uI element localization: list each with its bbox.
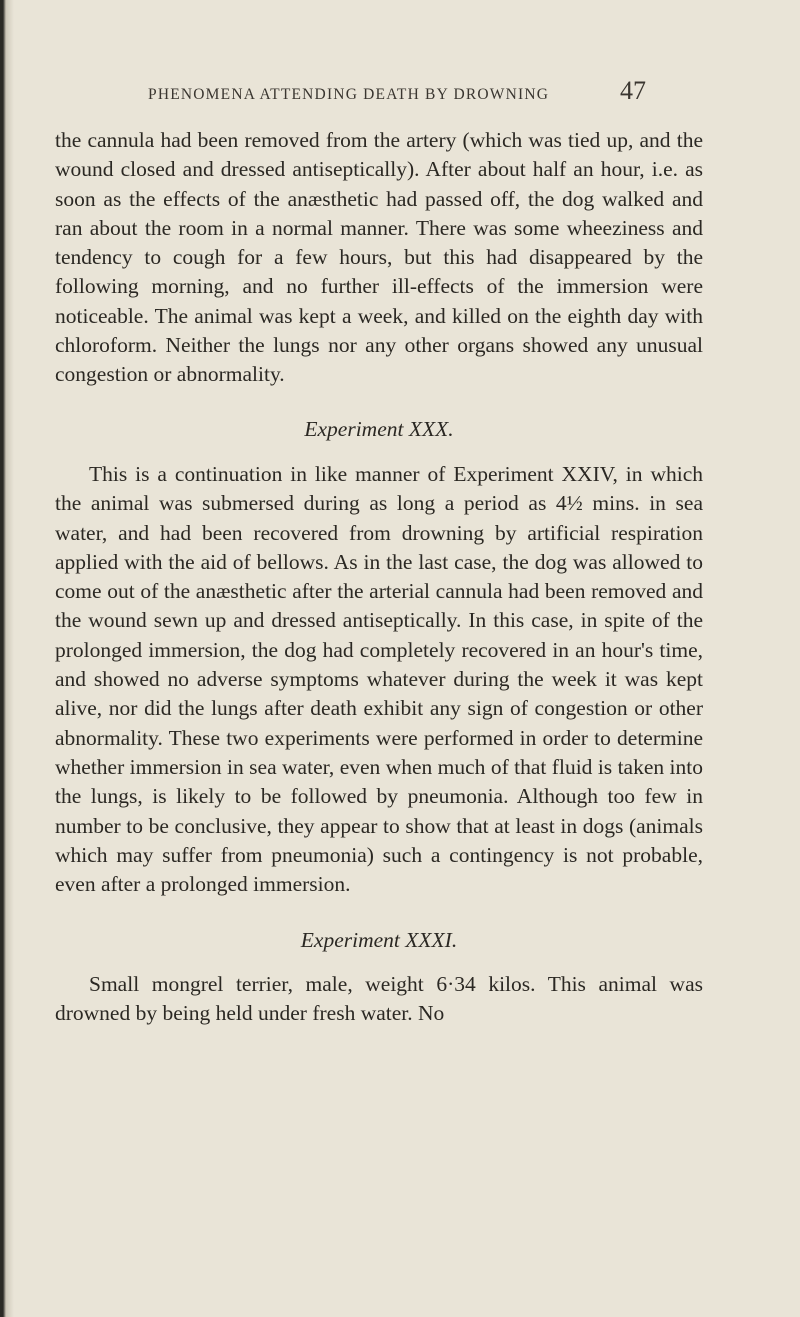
body-text — [55, 126, 703, 1028]
experiment-heading-xxx: Experiment XXX. — [304, 416, 454, 441]
paragraph-experiment-xxxi: Small mongrel terrier, male, weight 6·34 kilos. This animal was drowned by being held under fresh water. No — [55, 971, 703, 1026]
experiment-heading-xxxi: Experiment XXXI. — [300, 928, 458, 953]
paragraph-continuation: the cannula had been removed from the artery (which was tied up, and the wound closed and dressed antiseptically). After about half an hour, i.e. as soon as the effects of the anæsthetic had passed off, the dog walked and ran about the room in a normal manner. There was some wheeziness and tendency to cough for a few hours, but this had disappeared by the following morning, and no further ill-effects of the immersion were noticeable. The animal was kept a week, and killed on the eighth day with chloroform. Neither the lungs nor any other organs showed any unusual congestion or abnormality. — [55, 128, 703, 387]
running-head: PHENOMENA ATTENDING DEATH BY DROWNING — [148, 86, 550, 103]
paragraph-experiment-xxx: This is a continuation in like manner of Experiment XXIV, in which the animal was submersed during as long a period as 4½ mins. in sea water, and had been recovered from drowning by artificial respiration applied with the aid of bellows. As in the last case, the dog was allowed to come out of the anæsthetic after the arterial cannula had been removed and the wound sewn up and dressed antiseptically. In this case, in spite of the prolonged immersion, the dog had completely recovered in an hour's time, and showed no adverse symptoms whatever during the week it was kept alive, nor did the lungs after death exhibit any sign of congestion or other abnormality. These two experiments were performed in order to determine whether immersion in sea water, even when much of that fluid is taken into the lungs, is likely to be followed by pneumonia. Although too few in number to be conclusive, they appear to show that at least in dogs (animals which may suffer from pneumonia) such a contingency is not probable, even after a prolonged immersion. — [55, 461, 703, 897]
page-number: 47 — [620, 76, 646, 105]
